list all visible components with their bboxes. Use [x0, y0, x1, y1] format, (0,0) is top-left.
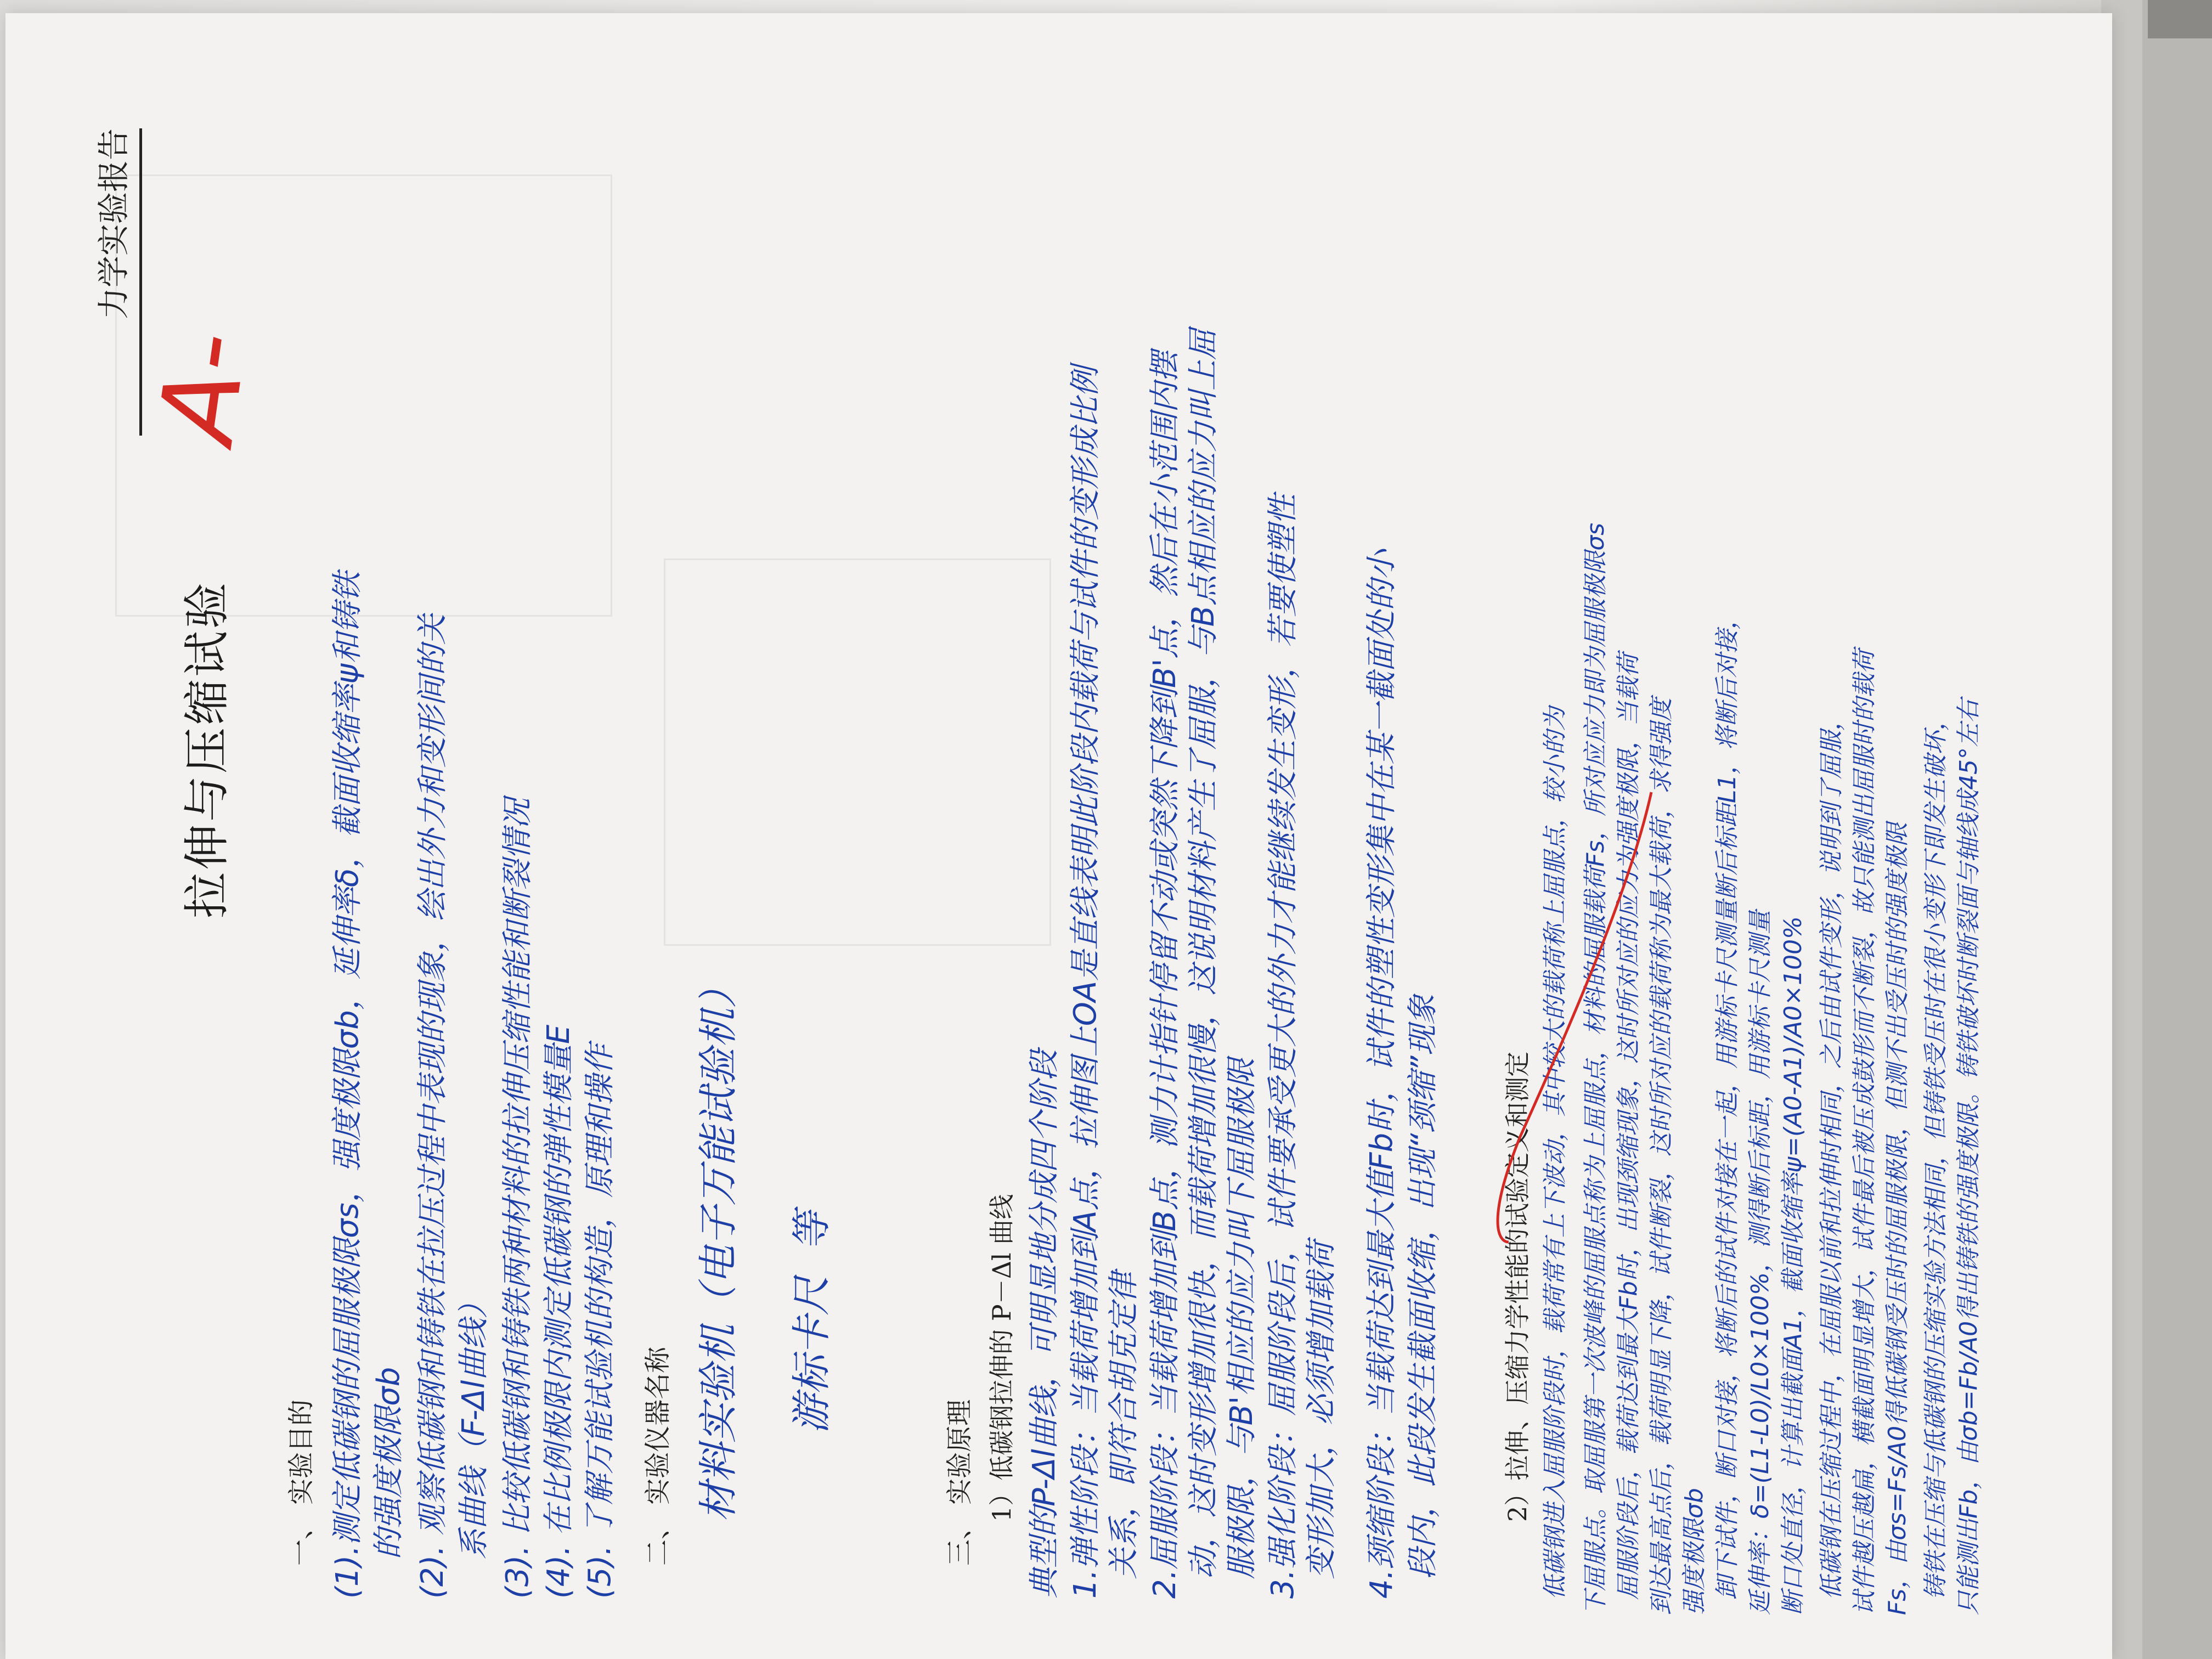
- section-1-line: (2). 观察低碳钢和铸铁在拉压过程中表现的现象，绘出外力和变形间的关: [415, 614, 450, 1599]
- definition-line: 到达最高点后，载荷明显下降，试件断裂，这时所对应的载荷称为最大载荷，求得强度: [1647, 698, 1675, 1615]
- definition-line: 下屈服点。取屈服第一次波峰的屈服点称为上屈服点，材料的屈服载荷Fs，所对应应力即为屈服极限σs: [1582, 522, 1610, 1615]
- principle-line: 典型的P-Δl曲线，可明显地分成四个阶段: [1026, 1049, 1062, 1599]
- section-1-line: (4). 在比例极限内测定低碳钢的弹性模量E: [541, 1024, 577, 1599]
- grade-mark: A-: [136, 324, 271, 449]
- section-1-line: (3). 比较低碳钢和铸铁两种材料的拉伸压缩性能和断裂情况: [500, 798, 535, 1599]
- section-1-line: 系曲线（F-Δl曲线）: [456, 1288, 492, 1599]
- definition-line: Fs，由σs=Fs/A0得低碳钢受压时的屈服极限，但测不出受压时的强度极限: [1883, 822, 1911, 1615]
- section-1-line: (1).测定低碳钢的屈服极限σs，强度极限σb，延伸率δ，截面收缩率ψ和铸铁: [330, 571, 365, 1599]
- report-title: 拉伸与压缩试验: [180, 580, 234, 918]
- section-2-line: 游标卡尺 等: [788, 1211, 834, 1522]
- section-2-line: 材料实验机（电子万能试验机）: [695, 968, 741, 1522]
- principle-line: 1.弹性阶段：当载荷增加到A点，拉伸图上OA是直线表明此阶段内载荷与试件的变形成比例: [1068, 366, 1103, 1599]
- definition-line: 断口处直径，计算出截面A1，截面收缩率ψ=(A0-A1)/A0×100%: [1779, 916, 1807, 1615]
- section-1-line: (5). 了解万能试验机的构造，原理和操作: [582, 1044, 618, 1599]
- definition-line: 试件越压越扁，横截面明显增大，试件最后被压成鼓形而不断裂，故只能测出屈服时的载荷: [1850, 650, 1878, 1615]
- definition-line: 屈服阶段后，载荷达到最大Fb时，出现颈缩现象，这时所对应的应力为强度极限，当载荷: [1615, 653, 1643, 1615]
- principle-line: 2.屈服阶段：当载荷增加到B点，测力计指针停留不动或突然下降到B'点，然后在小范围内摆: [1147, 351, 1183, 1599]
- principle-line: 4.颈缩阶段：当载荷达到最大值Fb时，试件的塑性变形集中在某一截面处的小: [1364, 549, 1400, 1599]
- principle-line: 变形加大，必须增加载荷: [1304, 1241, 1339, 1599]
- binder-corner: [2148, 0, 2212, 38]
- definition-line: 低碳钢在压缩过程中，在屈服以前和拉伸时相同，之后由试件变形，说明到了屈服，: [1818, 707, 1846, 1615]
- section-1-heading: 一、 实验目的: [286, 1399, 317, 1566]
- principle-line: 3.强化阶段：屈服阶段后，试件要承受更大的外力才能继续发生变形，若要使塑性: [1265, 494, 1301, 1599]
- section-1-line: 的强度极限σb: [371, 1367, 407, 1599]
- principle-line: 服极限，与B'相应的应力叫下屈服极限: [1224, 1058, 1260, 1599]
- red-correction-stroke: [5, 13, 2112, 1659]
- report-header: 力学实验报告: [88, 128, 142, 436]
- section-3-sub1-heading: 1）低碳钢拉伸的 P－Δl 曲线: [987, 1194, 1017, 1522]
- definition-line: 强度极限σb: [1680, 1488, 1708, 1615]
- definition-line: 卸下试件，断口对接，将断后的试件对接在一起，用游标卡尺测量断后标距L1，将断后对接，: [1713, 605, 1741, 1615]
- section-3-sub2-heading: 2）拉伸、压缩力学性能的试验定义和测定: [1503, 1051, 1532, 1522]
- definition-line: 只能测出Fb，由σb=Fb/A0得出铸铁的强度极限。铸铁破坏时断裂面与轴线成45°左右: [1955, 698, 1983, 1615]
- principle-line: 段内，此段发生截面收缩，出现“颈缩”现象: [1405, 994, 1441, 1599]
- report-sheet: [5, 13, 2112, 1659]
- section-3-heading: 三、 实验原理: [944, 1399, 975, 1566]
- principle-line: 关系，即符合胡克定律: [1106, 1272, 1142, 1599]
- definition-line: 延伸率：δ=(L1-L0)/L0×100%，测得断后标距，用游标卡尺测量: [1746, 910, 1774, 1615]
- definition-line: 低碳钢进入屈服阶段时，载荷常有上下波动，其中较大的载荷称上屈服点，较小的为: [1541, 707, 1569, 1615]
- binder-page-edge-2: [2142, 0, 2212, 1659]
- section-2-heading: 二、 实验仪器名称: [642, 1346, 673, 1566]
- definition-line: 铸铁在压缩与低碳钢的压缩实验方法相同，但铸铁受压时在很小变形下即发生破坏，: [1922, 707, 1950, 1615]
- principle-line: 动，这时变形增加很快，而载荷增加很慢，这说明材料产生了屈服，与B点相应的应力叫上屈: [1186, 329, 1221, 1599]
